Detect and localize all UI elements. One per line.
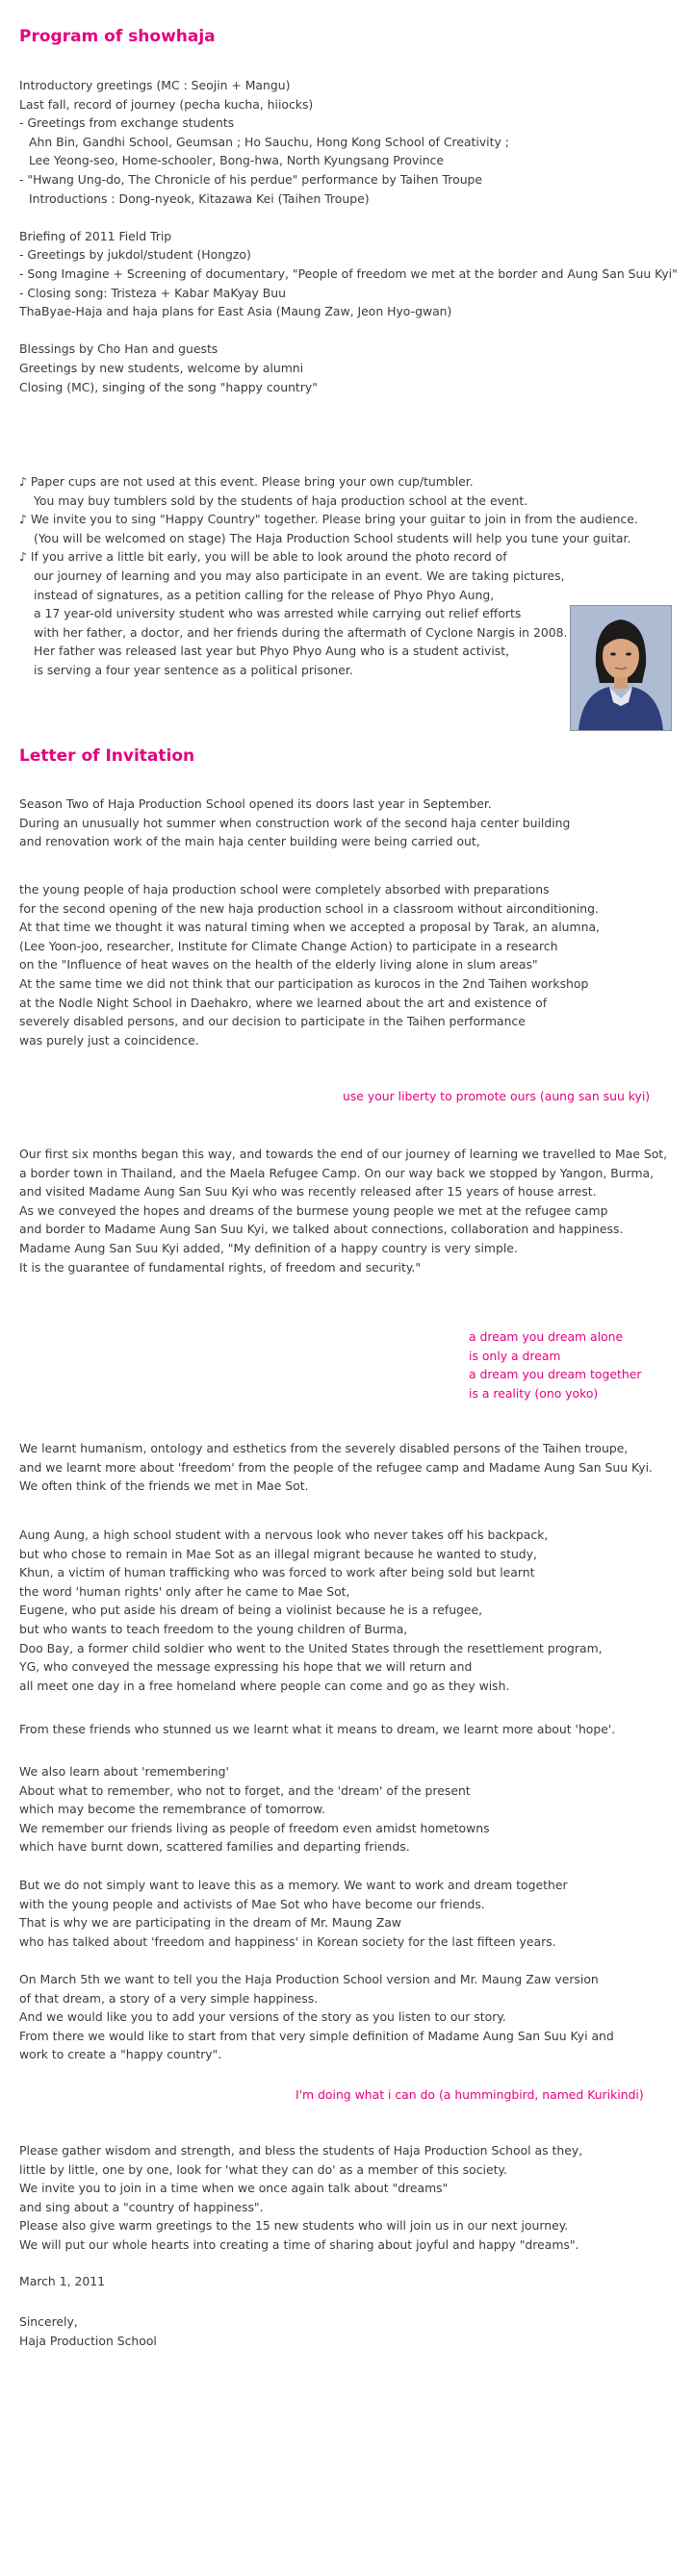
letter-line: Our first six months began this way, and towards the end of our journey of learning we travelled to Mae Sot, [19,1147,668,1161]
program-line: Introductory greetings (MC : Seojin + Mangu) [19,78,291,92]
letter-line: (Lee Yoon-joo, researcher, Institute for Climate Change Action) to participate in a research [19,938,558,953]
letter-line: little by little, one by one, look for 'what they can do' as a member of this society. [19,2161,507,2177]
letter-para-9 [19,1970,683,2064]
closing: Sincerely, [19,2314,78,2329]
letter-line: the young people of haja production school were completely absorbed with preparations [19,882,550,897]
letter-line: During an unusually hot summer when construction work of the second haja center building [19,815,571,830]
note-line: is serving a four year sentence as a political prisoner. [34,662,353,677]
letter-para-3 [19,1145,683,1276]
letter-line: But we do not simply want to leave this as a memory. We want to work and dream together [19,1878,568,1892]
program-line: Lee Yeong-seo, Home-schooler, Bong-hwa, North Kyungsang Province [29,153,444,168]
letter-para-7 [19,1762,683,1856]
letter-line: which may become the remembrance of tomorrow. [19,1802,325,1817]
letter-line: and sing about a "country of happiness". [19,2199,264,2214]
quote-ono-yoko [469,1327,641,1402]
letter-line: Season Two of Haja Production School opened its doors last year in September. [19,796,492,811]
letter-line: And we would like you to add your versions of the story as you listen to our story. [19,2009,506,2025]
program-line: - Closing song: Tristeza + Kabar MaKyay Buu [19,285,286,300]
note-line: our journey of learning and you may also participate in an event. We are taking pictures, [34,568,565,583]
letter-line: Doo Bay, a former child soldier who went to the United States through the resettlement program, [19,1640,603,1655]
program-line: Introductions : Dong-nyeok, Kitazawa Kei (Taihen Troupe) [29,190,370,206]
program-line: Greetings by new students, welcome by alumni [19,360,304,375]
letter-line: severely disabled persons, and our decision to participate in the Taihen performance [19,1014,526,1029]
letter-line: but who wants to teach freedom to the young children of Burma, [19,1621,408,1636]
letter-line: About what to remember, who not to forget, and the 'dream' of the present [19,1782,471,1798]
letter-line: and renovation work of the main haja center building were being carried out, [19,834,480,849]
letter-line: That is why we are participating in the dream of Mr. Maung Zaw [19,1915,401,1931]
signature: Haja Production School [19,2333,157,2348]
letter-line: and visited Madame Aung San Suu Kyi who was recently released after 15 years of house arrest. [19,1184,597,1200]
letter-line: Please also give warm greetings to the 15 new students who will join us in our next journey. [19,2218,569,2234]
letter-para-6 [19,1720,683,1739]
letter-para-5 [19,1526,683,1695]
letter-line: Khun, a victim of human trafficking who was forced to work after being sold but learnt [19,1565,535,1580]
program-line: Briefing of 2011 Field Trip [19,228,172,243]
letter-line: We learnt humanism, ontology and esthetics from the severely disabled persons of the Taihen troupe, [19,1441,629,1455]
program-line: ThaByae-Haja and haja plans for East Asia (Maung Zaw, Jeon Hyo-gwan) [19,304,452,319]
program-line: Ahn Bin, Gandhi School, Geumsan ; Ho Sauchu, Hong Kong School of Creativity ; [29,134,509,149]
letter-line: We invite you to join in a time when we once again talk about "dreams" [19,2181,449,2196]
program-line: - Song Imagine + Screening of documentary, "People of freedom we met at the border and Aung San Suu Kyi" [19,265,678,281]
quote-line: is only a dream [469,1348,561,1363]
letter-line: From there we would like to start from that very simple definition of Madame Aung San Suu Kyi and [19,2028,614,2043]
note-line: ♪ If you arrive a little bit early, you will be able to look around the photo record of [19,549,507,565]
letter-line: As we conveyed the hopes and dreams of the burmese young people we met at the refugee camp [19,1202,608,1218]
note-line: (You will be welcomed on stage) The Haja Production School students will help you tune your guitar. [34,530,631,545]
letter-line: We remember our friends living as people of freedom even amidst hometowns [19,1820,490,1835]
letter-line: who has talked about 'freedom and happiness' in Korean society for the last fifteen years. [19,1933,556,1949]
letter-signoff [19,2312,683,2350]
letter-line: was purely just a coincidence. [19,1032,199,1048]
letter-para-8 [19,1876,683,1951]
letter-line: On March 5th we want to tell you the Haja Production School version and Mr. Maung Zaw version [19,1972,599,1986]
letter-line: At that time we thought it was natural timing when we accepted a proposal by Tarak, an alumna, [19,920,600,935]
letter-date [19,2272,683,2291]
letter-line: Madame Aung San Suu Kyi added, "My definition of a happy country is very simple. [19,1240,518,1255]
letter-line: but who chose to remain in Mae Sot as an illegal migrant because he wanted to study, [19,1546,537,1561]
note-line: You may buy tumblers sold by the students of haja production school at the event. [34,492,528,508]
phyo-phyo-aung-photo [570,605,672,731]
spacer [19,208,683,227]
note-line: instead of signatures, as a petition calling for the release of Phyo Phyo Aung, [34,587,495,602]
letter-line: YG, who conveyed the message expressing his hope that we will return and [19,1659,473,1675]
letter-line: It is the guarantee of fundamental rights, of freedom and security." [19,1259,422,1275]
letter-line: and border to Madame Aung San Suu Kyi, we talked about connections, collaboration and happiness. [19,1222,624,1237]
letter-line: Please gather wisdom and strength, and bless the students of Haja Production School as they, [19,2143,583,2158]
letter-line: We will put our whole hearts into creating a time of sharing about joyful and happy "dreams". [19,2236,579,2252]
quote-line: a dream you dream alone [469,1329,624,1344]
note-line: ♪ We invite you to sing "Happy Country" together. Please bring your guitar to join in from the audience. [19,512,638,527]
letter-line: for the second opening of the new haja production school in a classroom without airconditioning. [19,900,599,916]
letter-line: work to create a "happy country". [19,2047,222,2062]
letter-line: We also learn about 'remembering' [19,1764,229,1779]
note-line: with her father, a doctor, and her friends during the aftermath of Cyclone Nargis in 2008. [34,624,568,640]
program-line: - Greetings from exchange students [19,115,235,131]
letter-line: all meet one day in a free homeland where people can come and go as they wish. [19,1678,510,1693]
letter-title: Letter of Invitation [19,746,195,766]
note-line: Her father was released last year but Phyo Phyo Aung who is a student activist, [34,644,510,659]
letter-line: We often think of the friends we met in Mae Sot. [19,1478,309,1494]
letter-para-4 [19,1439,683,1496]
letter-line: Aung Aung, a high school student with a nervous look who never takes off his backpack, [19,1528,549,1542]
program-title: Program of showhaja [19,27,216,46]
letter-line: on the "Influence of heat waves on the health of the elderly living alone in slum areas" [19,957,538,972]
program-line: Blessings by Cho Han and guests [19,341,218,357]
note-line: ♪ Paper cups are not used at this event. Please bring your own cup/tumbler. [19,474,474,489]
quote-aung-san-suu-kyi: use your liberty to promote ours (aung san suu kyi) [343,1089,651,1103]
program-line: Closing (MC), singing of the song "happy country" [19,379,318,394]
program-line: Last fall, record of journey (pecha kucha, hiiocks) [19,96,314,112]
letter-line: and we learnt more about 'freedom' from the people of the refugee camp and Madame Aung San Suu Kyi. [19,1459,653,1475]
letter-para-2 [19,880,683,1049]
quote-line: a dream you dream together [469,1367,642,1382]
letter-line: at the Nodle Night School in Daehakro, where we learned about the art and existence of [19,995,548,1010]
letter-para-10 [19,2141,683,2255]
letter-line: of that dream, a story of a very simple happiness. [19,1990,319,2006]
letter-line: At the same time we did not think that our participation as kurocos in the 2nd Taihen workshop [19,975,589,991]
date: March 1, 2011 [19,2274,106,2288]
letter-line: From these friends who stunned us we learnt what it means to dream, we learnt more about 'hope'. [19,1722,616,1736]
program-line: - Greetings by jukdol/student (Hongzo) [19,247,251,263]
program-line: - "Hwang Ung-do, The Chronicle of his perdue" performance by Taihen Troupe [19,171,483,187]
letter-line: the word 'human rights' only after he came to Mae Sot, [19,1583,350,1599]
letter-line: with the young people and activists of Mae Sot who have become our friends. [19,1896,485,1911]
portrait-image [571,606,671,730]
quote-hummingbird: I'm doing what i can do (a hummingbird, named Kurikindi) [296,2087,644,2102]
program-list [19,76,683,396]
note-line: a 17 year-old university student who was arrested while carrying out relief efforts [34,606,522,621]
quote-line: is a reality (ono yoko) [469,1385,599,1401]
letter-line: Eugene, who put aside his dream of being a violinist because he is a refugee, [19,1603,483,1618]
spacer [19,321,683,341]
letter-line: a border town in Thailand, and the Maela Refugee Camp. On our way back we stopped by Yangon, Burma, [19,1165,655,1180]
letter-para-1 [19,795,683,851]
letter-line: which have burnt down, scattered families and departing friends. [19,1839,410,1855]
